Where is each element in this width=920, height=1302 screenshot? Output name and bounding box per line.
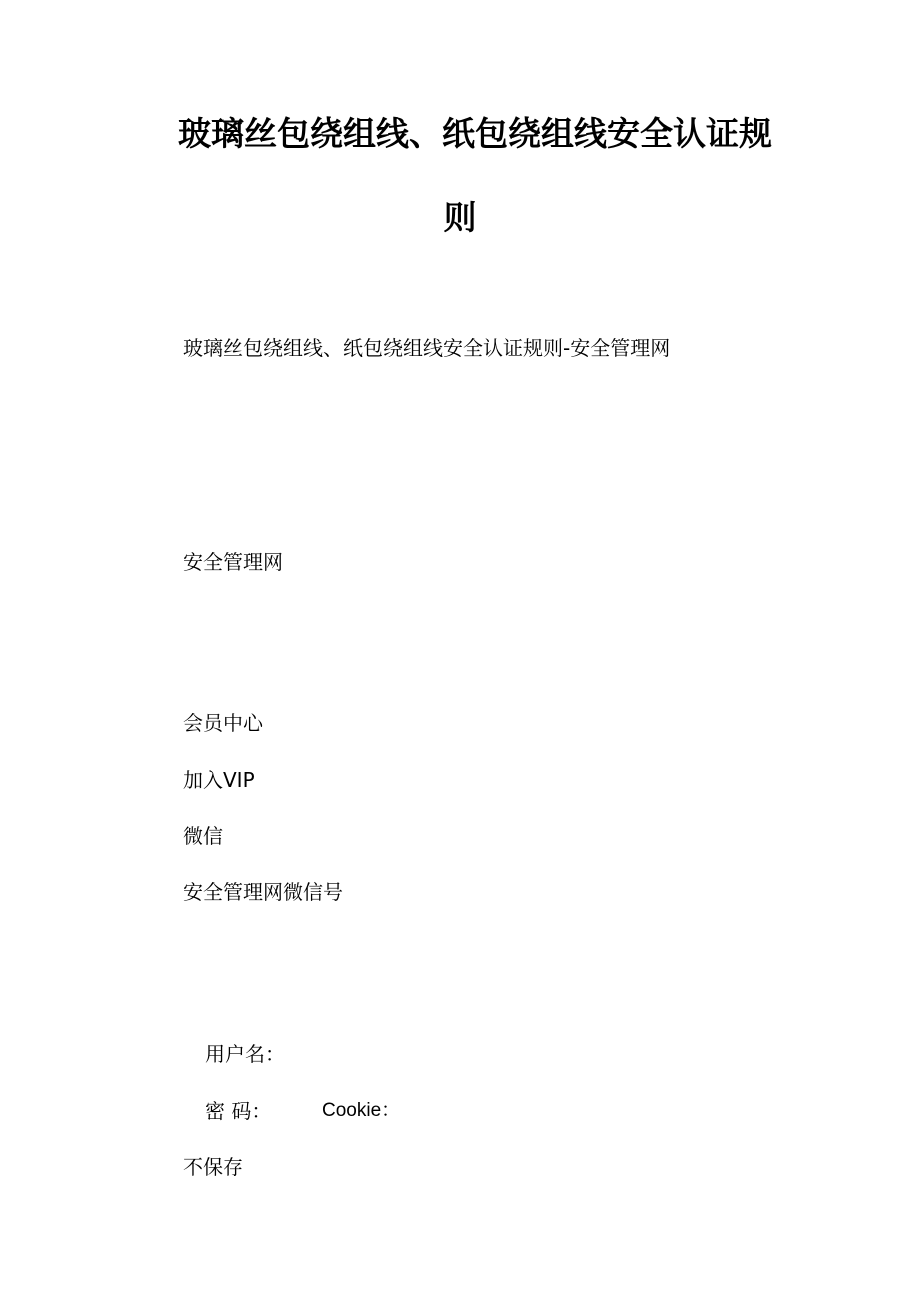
wechat-text: 微信: [183, 824, 223, 848]
cookie-label: Cookie：: [322, 1100, 401, 1121]
join-vip-link[interactable]: 加入VIP: [183, 768, 255, 792]
subtitle-text: 玻璃丝包绕组线、纸包绕组线安全认证规则-安全管理网: [183, 336, 671, 360]
document-title-line-1: 玻璃丝包绕组线、纸包绕组线安全认证规: [178, 114, 772, 153]
password-label: 密 码：: [205, 1099, 272, 1123]
member-center-link[interactable]: 会员中心: [183, 711, 263, 735]
document-title-line-2: 则: [443, 198, 477, 237]
username-label: 用户名：: [205, 1042, 285, 1066]
site-name-text: 安全管理网: [183, 550, 283, 574]
wechat-account-text: 安全管理网微信号: [183, 880, 343, 904]
no-save-option[interactable]: 不保存: [183, 1155, 243, 1179]
